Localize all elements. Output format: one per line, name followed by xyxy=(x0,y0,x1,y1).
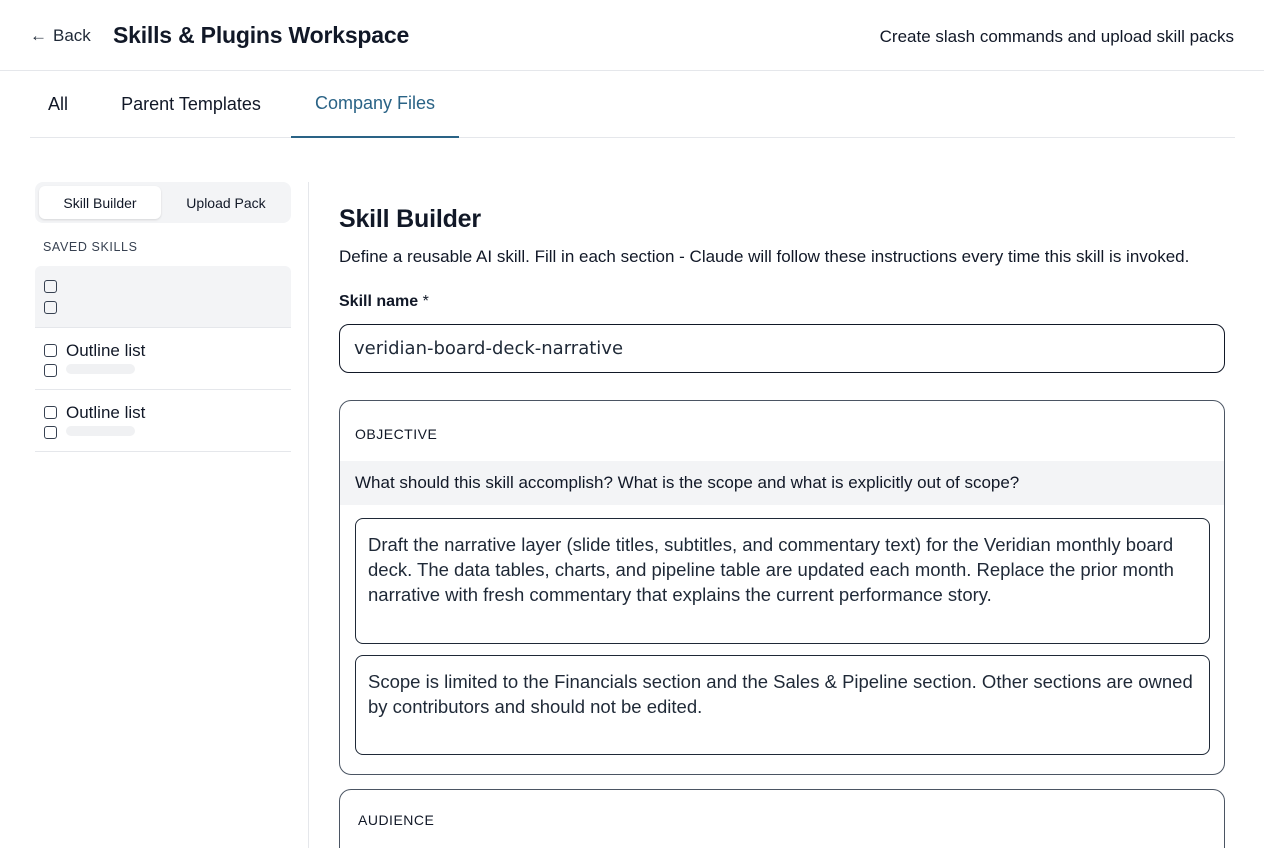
saved-skill-item[interactable] xyxy=(35,328,291,390)
skill-builder-segment[interactable]: Skill Builder xyxy=(39,186,161,219)
page-title: Skills & Plugins Workspace xyxy=(113,22,410,48)
checkbox-icon[interactable] xyxy=(44,280,57,293)
checkbox-icon[interactable] xyxy=(44,364,57,377)
audience-card xyxy=(339,789,1225,848)
checkbox-icon[interactable] xyxy=(44,301,57,314)
skill-name-label xyxy=(339,293,429,311)
tab-bar xyxy=(30,71,1235,138)
upload-pack-segment[interactable]: Upload Pack xyxy=(186,194,266,211)
page-subtitle: Create slash commands and upload skill packs xyxy=(879,27,1234,46)
saved-skill-item[interactable] xyxy=(35,266,291,328)
checkbox-icon[interactable] xyxy=(44,426,57,439)
tab-all[interactable]: All xyxy=(47,94,68,114)
checkbox-icon[interactable] xyxy=(44,406,57,419)
column-divider xyxy=(308,182,309,848)
objective-textarea[interactable]: Draft the narrative layer (slide titles, subtitles, and commentary text) for the Veridian monthly board deck. The data tables, charts, and pipeline table are updated each month. Replace the prior month narrative with fresh commentary that explains the current performance story. xyxy=(355,518,1210,644)
arrow-left-icon: ← xyxy=(30,26,47,45)
saved-skill-label: Outline list xyxy=(66,341,146,360)
mode-segmented-control xyxy=(35,182,291,223)
objective-card xyxy=(339,400,1225,775)
required-mark: * xyxy=(422,293,429,310)
tab-parent-templates[interactable]: Parent Templates xyxy=(121,94,261,114)
scope-textarea[interactable]: Scope is limited to the Financials section and the Sales & Pipeline section. Other sections are owned by contributors and should not be edited. xyxy=(355,655,1210,755)
section-title: Skill Builder xyxy=(339,205,481,233)
skill-name-input[interactable]: veridian-board-deck-narrative xyxy=(339,324,1225,373)
skills-sidebar xyxy=(35,182,291,452)
section-description: Define a reusable AI skill. Fill in each section - Claude will follow these instructions every time this skill is invoked. xyxy=(339,247,1190,266)
back-label: Back xyxy=(53,26,91,45)
objective-prompt: What should this skill accomplish? What is the scope and what is explicitly out of scope? xyxy=(340,461,1225,505)
placeholder-bar xyxy=(66,426,135,436)
saved-skills-list xyxy=(35,266,291,452)
saved-skill-item[interactable] xyxy=(35,390,291,452)
objective-heading: OBJECTIVE xyxy=(355,426,438,442)
saved-skills-heading: SAVED SKILLS xyxy=(43,240,138,254)
skill-name-label-text: Skill name xyxy=(339,293,419,310)
saved-skill-label: Outline list xyxy=(66,403,146,422)
back-button[interactable] xyxy=(30,26,91,46)
placeholder-bar xyxy=(66,364,135,374)
checkbox-icon[interactable] xyxy=(44,344,57,357)
top-header xyxy=(0,0,1264,71)
tab-company-files[interactable]: Company Files xyxy=(291,71,459,138)
audience-heading: AUDIENCE xyxy=(358,812,435,828)
